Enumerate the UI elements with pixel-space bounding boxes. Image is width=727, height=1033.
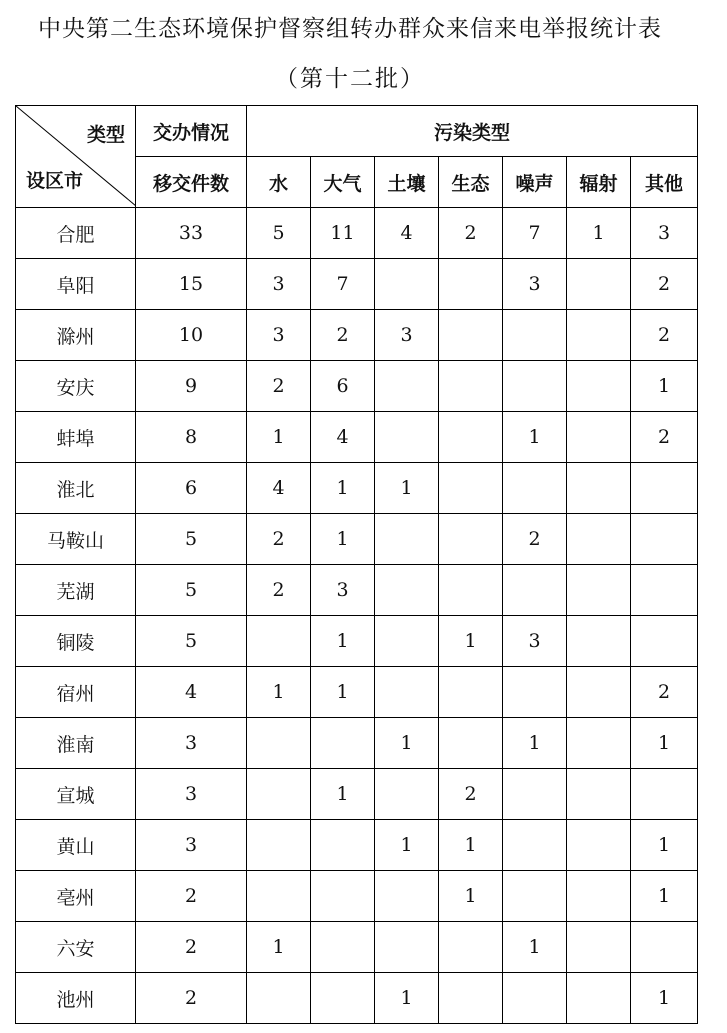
table-row [16,718,698,769]
city-cell: 蚌埠 [16,412,136,463]
city-cell: 黄山 [16,820,136,871]
count-cell: 2 [136,871,247,922]
count-cell [567,667,631,718]
count-cell [311,922,375,973]
report-table [15,105,698,1024]
count-cell: 2 [439,208,503,259]
pollution-type-header: 污染类型 [247,106,698,157]
count-cell: 3 [311,565,375,616]
count-cell: 5 [136,514,247,565]
city-cell: 亳州 [16,871,136,922]
count-cell: 3 [247,310,311,361]
assigned-header: 交办情况 [136,106,247,157]
count-cell [567,616,631,667]
count-cell [375,667,439,718]
type-header-radiation: 辐射 [567,157,631,208]
count-cell [631,616,698,667]
count-cell: 1 [631,871,698,922]
count-cell [439,259,503,310]
city-cell: 芜湖 [16,565,136,616]
city-cell: 滁州 [16,310,136,361]
city-cell: 合肥 [16,208,136,259]
table-row [16,769,698,820]
count-cell [567,514,631,565]
type-header-water: 水 [247,157,311,208]
table-row [16,412,698,463]
city-cell: 淮南 [16,718,136,769]
count-cell [439,412,503,463]
count-cell: 1 [247,922,311,973]
count-cell [567,412,631,463]
count-cell [375,514,439,565]
count-cell [247,616,311,667]
count-cell [247,769,311,820]
count-cell: 1 [375,463,439,514]
count-cell [247,718,311,769]
count-cell [311,820,375,871]
table-row [16,616,698,667]
count-cell [503,565,567,616]
count-cell: 3 [136,718,247,769]
count-cell: 2 [247,361,311,412]
count-cell [439,361,503,412]
count-cell: 2 [503,514,567,565]
count-cell: 4 [311,412,375,463]
count-cell: 1 [439,820,503,871]
count-cell: 3 [631,208,698,259]
table-row [16,973,698,1024]
count-cell: 9 [136,361,247,412]
count-cell [439,565,503,616]
count-cell [503,871,567,922]
table-row [16,310,698,361]
count-cell: 3 [136,820,247,871]
count-cell [631,769,698,820]
count-cell: 1 [311,769,375,820]
page-subtitle: （第十二批） [275,66,425,92]
count-cell [503,361,567,412]
count-cell [503,463,567,514]
corner-city-label: 设区市 [26,170,84,192]
table-row [16,922,698,973]
count-cell: 7 [311,259,375,310]
count-cell: 2 [136,973,247,1024]
count-cell: 3 [136,769,247,820]
count-cell: 2 [631,310,698,361]
count-cell [631,565,698,616]
city-cell: 阜阳 [16,259,136,310]
count-cell: 4 [247,463,311,514]
count-cell [631,514,698,565]
corner-type-label: 类型 [86,124,125,146]
count-cell: 2 [631,259,698,310]
count-cell [567,871,631,922]
table-body [16,208,698,1024]
count-cell [311,718,375,769]
count-cell: 6 [311,361,375,412]
count-cell [503,310,567,361]
type-header-other: 其他 [631,157,698,208]
count-cell: 1 [567,208,631,259]
count-cell [439,310,503,361]
table-row [16,361,698,412]
count-cell [311,973,375,1024]
count-cell [375,259,439,310]
count-cell: 1 [247,412,311,463]
count-cell: 3 [375,310,439,361]
table-row [16,871,698,922]
city-cell: 马鞍山 [16,514,136,565]
count-cell: 1 [247,667,311,718]
count-cell: 5 [136,616,247,667]
count-cell: 3 [247,259,311,310]
count-cell: 1 [375,973,439,1024]
count-cell: 1 [375,718,439,769]
count-header: 移交件数 [136,157,247,208]
count-cell [503,769,567,820]
table-row [16,208,698,259]
count-cell: 4 [375,208,439,259]
count-cell: 1 [503,922,567,973]
table-row [16,565,698,616]
count-cell [439,922,503,973]
count-cell: 33 [136,208,247,259]
table-row [16,259,698,310]
type-header-noise: 噪声 [503,157,567,208]
count-cell: 5 [136,565,247,616]
count-cell: 6 [136,463,247,514]
count-cell [375,871,439,922]
count-cell [503,973,567,1024]
count-cell [567,973,631,1024]
type-header-soil: 土壤 [375,157,439,208]
count-cell [439,514,503,565]
count-cell [503,667,567,718]
city-cell: 六安 [16,922,136,973]
count-cell [375,412,439,463]
table-row [16,667,698,718]
corner-header-cell [16,106,136,208]
count-cell [631,463,698,514]
type-header-air: 大气 [311,157,375,208]
count-cell: 1 [311,616,375,667]
city-cell: 铜陵 [16,616,136,667]
count-cell: 3 [503,616,567,667]
count-cell [375,769,439,820]
count-cell [375,616,439,667]
count-cell: 1 [311,667,375,718]
count-cell [439,463,503,514]
count-cell: 2 [439,769,503,820]
count-cell: 1 [631,820,698,871]
count-cell: 4 [136,667,247,718]
city-cell: 宿州 [16,667,136,718]
count-cell: 10 [136,310,247,361]
count-cell: 2 [136,922,247,973]
count-cell: 1 [375,820,439,871]
count-cell: 1 [503,718,567,769]
count-cell [439,973,503,1024]
city-cell: 安庆 [16,361,136,412]
count-cell: 1 [631,361,698,412]
count-cell: 8 [136,412,247,463]
count-cell: 1 [631,973,698,1024]
count-cell: 2 [311,310,375,361]
count-cell [631,922,698,973]
type-header-ecology: 生态 [439,157,503,208]
count-cell [567,361,631,412]
count-cell [567,820,631,871]
count-cell: 7 [503,208,567,259]
count-cell [247,973,311,1024]
city-cell: 池州 [16,973,136,1024]
count-cell: 1 [631,718,698,769]
count-cell [439,718,503,769]
count-cell [567,310,631,361]
count-cell: 2 [631,667,698,718]
count-cell [247,820,311,871]
count-cell: 1 [503,412,567,463]
count-cell [247,871,311,922]
count-cell [567,769,631,820]
count-cell [439,667,503,718]
city-cell: 淮北 [16,463,136,514]
count-cell: 1 [439,871,503,922]
header-row-1 [16,106,698,157]
table-row [16,463,698,514]
count-cell [503,820,567,871]
city-cell: 宣城 [16,769,136,820]
table-row [16,820,698,871]
count-cell [567,922,631,973]
table-row [16,514,698,565]
count-cell [375,565,439,616]
count-cell: 3 [503,259,567,310]
count-cell [567,259,631,310]
count-cell: 2 [247,514,311,565]
count-cell: 5 [247,208,311,259]
count-cell [375,361,439,412]
count-cell [375,922,439,973]
count-cell: 2 [631,412,698,463]
count-cell: 1 [311,463,375,514]
count-cell: 1 [311,514,375,565]
count-cell [567,718,631,769]
page-title: 中央第二生态环境保护督察组转办群众来信来电举报统计表 [38,16,662,42]
count-cell: 11 [311,208,375,259]
count-cell: 15 [136,259,247,310]
count-cell [567,463,631,514]
count-cell: 1 [439,616,503,667]
count-cell: 2 [247,565,311,616]
count-cell [567,565,631,616]
count-cell [311,871,375,922]
